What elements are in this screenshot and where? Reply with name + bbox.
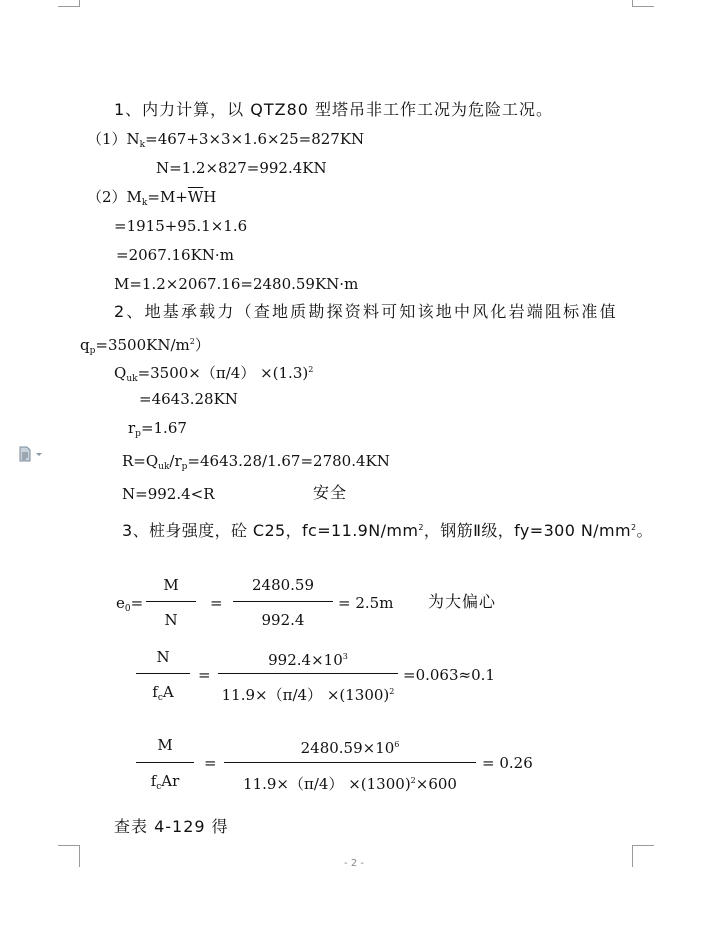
text-pile-strength-b: ，钢筋Ⅱ级，fy=300 N/mm <box>423 521 631 540</box>
subscript-k: k <box>141 198 148 208</box>
text-period: 。 <box>636 521 653 540</box>
formula2-fraction-bar-1 <box>136 673 190 674</box>
line-check <box>122 485 215 503</box>
formula3-num2 <box>224 736 476 757</box>
formula1-fraction-bar-1 <box>146 601 196 602</box>
subscript-k: k <box>139 140 146 150</box>
text-ar: Ar <box>161 772 180 790</box>
superscript-2: 2 <box>410 776 416 785</box>
text-mk-result: =2067.16KN·m <box>116 246 234 264</box>
text-a: A <box>162 683 174 701</box>
superscript-6: 6 <box>394 740 400 749</box>
formula3-den1 <box>136 772 194 796</box>
formula2-num2 <box>218 648 398 669</box>
text-r-eq: R=Q <box>122 452 159 470</box>
document-icon[interactable] <box>18 446 44 462</box>
text-q: q <box>80 336 90 354</box>
line-nk <box>87 130 364 154</box>
formula3-fraction-bar-1 <box>136 762 194 763</box>
text-r: r <box>128 419 136 437</box>
text-quk-result: =4643.28KN <box>139 390 238 408</box>
line-internal-force <box>114 101 553 119</box>
formula1-lhs <box>116 594 143 618</box>
formula2-eq: = <box>198 666 211 684</box>
text-quk-calc: =3500×（π/4） ×(1.3) <box>137 364 309 382</box>
text-nk-value: =467+3×3×1.6×25=827KN <box>145 130 365 148</box>
line-bearing-capacity <box>114 303 618 321</box>
subscript-c: c <box>157 693 163 703</box>
formula1-den1: N <box>164 611 178 629</box>
corner-mark-top-left <box>58 0 80 7</box>
text-mk-label: （2）M <box>87 188 142 206</box>
subscript-p: p <box>89 346 96 356</box>
formula2-den1 <box>136 683 190 707</box>
formula1-num2: 2480.59 <box>251 576 315 594</box>
text-bearing-capacity: 2、地基承载力（查地质勘探资料可知该地中风化岩端阻标准值 <box>114 302 618 321</box>
superscript-3: 3 <box>342 652 348 661</box>
superscript-2: 2 <box>418 523 424 532</box>
page-number: - 2 - <box>344 858 364 869</box>
line-n-value <box>156 159 327 177</box>
text-q: Q <box>114 364 127 382</box>
subscript-c: c <box>156 782 162 792</box>
formula1-num1: M <box>163 576 179 594</box>
text-n-less-r: N=992.4<R <box>122 485 215 503</box>
subscript-0: 0 <box>124 604 131 614</box>
text-overline-w: $\overline{W}$ <box>187 188 204 206</box>
superscript-2: 2 <box>630 523 637 532</box>
formula3-eq: = <box>204 754 217 772</box>
text-times-600: ×600 <box>415 775 457 793</box>
line-r-value <box>122 452 390 476</box>
line-quk-result <box>139 390 238 408</box>
formula1-eq: = <box>210 594 223 612</box>
text-m-value: M=1.2×2067.16=2480.59KN·m <box>114 275 359 293</box>
text-h: H <box>203 188 217 206</box>
line-safe <box>313 484 347 502</box>
formula2-fraction-bar-2 <box>218 673 398 674</box>
line-qp <box>80 333 210 360</box>
text-qp-value: =3500KN/m <box>95 336 190 354</box>
text-num2: 992.4×10 <box>268 651 343 669</box>
text-internal-force: 1、内力计算，以 QTZ80 型塔吊非工作工况为危险工况。 <box>114 100 554 119</box>
corner-mark-top-right <box>632 0 654 7</box>
formula3-num1: M <box>157 736 173 754</box>
text-den2: 11.9×（π/4） ×(1300) <box>221 686 390 704</box>
formula2-num1: N <box>156 648 170 666</box>
text-pile-strength-a: 3、桩身强度，砼 C25，fc=11.9N/mm <box>122 521 419 540</box>
formula3-fraction-bar-2 <box>224 762 476 763</box>
subscript-p: p <box>181 462 188 472</box>
superscript-2: 2 <box>189 337 195 346</box>
text-safe: 安全 <box>313 483 348 502</box>
formula1-den2: 992.4 <box>261 611 305 629</box>
subscript-uk: uk <box>126 374 138 384</box>
subscript-p: p <box>135 429 141 439</box>
subscript-uk: uk <box>158 462 170 472</box>
line-mk <box>87 188 216 212</box>
text-f: f <box>150 772 157 790</box>
line-rp <box>128 419 187 443</box>
line-lookup-table <box>114 818 229 836</box>
formula1-note: 为大偏心 <box>428 592 497 611</box>
superscript-2: 2 <box>308 365 314 374</box>
text-equals: = <box>130 594 144 612</box>
line-mk-result <box>116 246 234 264</box>
line-m-value <box>114 275 358 293</box>
text-den2: 11.9×（π/4） ×(1300) <box>243 775 411 793</box>
text-f: f <box>152 683 158 701</box>
formula2-result: =0.063≈0.1 <box>403 666 495 684</box>
text-e: e <box>116 594 125 612</box>
text-nk-label: （1）N <box>87 130 140 148</box>
formula1-result: = 2.5m <box>338 594 394 612</box>
text-r-result: =4643.28/1.67=2780.4KN <box>187 452 390 470</box>
formula1-fraction-bar-2 <box>233 601 333 602</box>
text-n-value: N=1.2×827=992.4KN <box>156 159 327 177</box>
text-lookup-table: 查表 4-129 得 <box>114 817 229 836</box>
line-quk <box>114 361 313 388</box>
formula3-result: = 0.26 <box>482 754 533 772</box>
text-mk-calc: =1915+95.1×1.6 <box>114 217 248 235</box>
formula3-den2 <box>224 772 476 793</box>
line-mk-calc <box>114 217 247 235</box>
text-num2: 2480.59×10 <box>300 739 395 757</box>
superscript-2: 2 <box>389 687 395 696</box>
text-close-paren: ） <box>194 336 210 354</box>
formula2-den2 <box>218 683 398 704</box>
text-divide-r: /r <box>169 452 182 470</box>
text-mk-eq: =M+ <box>147 188 188 206</box>
text-rp-value: =1.67 <box>140 419 187 437</box>
line-pile-strength <box>122 519 653 540</box>
